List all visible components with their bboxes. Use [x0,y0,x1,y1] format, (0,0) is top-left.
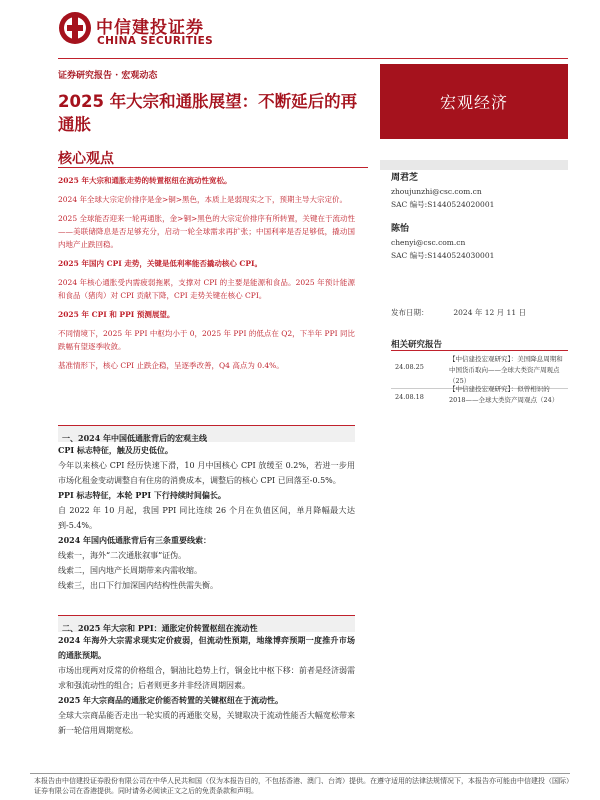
disclaimer-footer: 本报告由中信建投证券股份有限公司在中华人民共和国（仅为本报告目的，不包括香港、澳门、台湾）提供。在遵守适用的法律法规情况下，本报告亦可能由中信建投（国际）证券有限公司在香港提供。同时请务必阅读正文之后的免责条款和声明。 [34,777,573,795]
section-2-body [58,633,355,738]
section-paragraph: 2025 年大宗商品的通胀定价能否转置的关键枢纽在于流动性。 [58,695,284,705]
section-paragraph: 线索一，海外“二次通胀叙事”证伪。 [58,551,187,560]
section-paragraph: 线索三，出口下行加深国内结构性供需失衡。 [58,581,218,590]
related-research-divider [391,350,568,351]
brand-name-en: CHINA SECURITIES [97,35,214,47]
header-divider [58,58,568,59]
brand-name-cn: 中信建投证券 [96,18,204,38]
related-report-item[interactable] [391,354,568,387]
analyst-card [391,223,568,262]
related-report-date: 24.08.25 [395,363,424,371]
section-1-title: 一、2024 年中国低通胀背后的宏观主线 [62,433,208,443]
section-paragraph: 市场出现两对反常的价格组合，铜油比趋势上行，铜金比中枢下移：前者是经济弱需求和强流动性的组合；后者则更多并非经济周期因素。 [58,666,355,690]
core-paragraph: 基准情形下，核心 CPI 止跌企稳，呈逐季改善，Q4 高点为 0.4%。 [58,361,284,370]
analyst-sac-number: SAC 编号:S1440524030001 [391,251,495,260]
core-views-body [58,174,355,378]
related-report-title[interactable]: 【中信建投宏观研究】：美国降息周期和中国货币取向——全球大类资产周观点（25） [449,355,563,385]
company-logo [58,8,218,52]
section-paragraph: 自 2022 年 10 月起，我国 PPI 同比连续 26 个月在负值区间，单月降幅最大达到-5.4%。 [58,506,355,530]
core-views-heading: 核心观点 [58,151,114,167]
core-paragraph: 2025 年 CPI 和 PPI 预测展望。 [58,310,175,319]
section-1-header [58,425,355,442]
core-paragraph: 2024 年核心通胀受内需疲弱拖累，支撑对 CPI 的主要是能源和食品。2025 年预计能源和食品（猪肉）对 CPI 贡献下降，CPI 走势关键在核心 CPI。 [58,278,355,300]
related-report-date: 24.08.18 [395,393,424,401]
sidebar-shade-bar [380,160,568,170]
section-paragraph: 今年以来核心 CPI 经历快速下滑，10 月中国核心 CPI 放缓至 0.2%，若进一步用市场化租金变动调整自有住房的消费成本，调整后的核心 CPI 已回落至-0.5%。 [58,461,355,485]
related-report-item[interactable] [391,384,568,406]
report-title: 2025 年大宗和通胀展望：不断延后的再通胀 [58,92,358,134]
core-paragraph: 不同情境下，2025 年 PPI 中枢均小于 0，2025 年 PPI 的低点在 Q2，下半年 PPI 同比跌幅有望逐季收敛。 [58,329,355,351]
core-paragraph: 2025 年国内 CPI 走势，关键是低利率能否撬动核心 CPI。 [58,259,263,268]
section-2-title: 二、2025 年大宗和 PPI：通胀定价转置枢纽在流动性 [62,623,258,633]
sector-label: 宏观经济 [439,93,508,112]
related-research-heading: 相关研究报告 [391,340,443,350]
publish-date-label: 发布日期： [391,308,429,317]
section-paragraph: 2024 年国内低通胀背后有三条重要线索： [58,535,212,545]
analyst-card [391,172,568,211]
section-paragraph: PPI 标志特征，本轮 PPI 下行持续时间偏长。 [58,490,226,500]
section-paragraph: 2024 年海外大宗需求现实定价疲弱，但流动性预期，地缘博弈预期一度推升市场的通胀预期。 [58,635,355,660]
report-type-label: 证券研究报告 · 宏观动态 [58,71,158,81]
analyst-name: 周君芝 [391,173,419,183]
sector-banner [380,64,568,139]
section-1-body [58,443,355,593]
analyst-sac-number: SAC 编号:S1440524020001 [391,200,495,209]
section-2-header [58,615,355,632]
section-paragraph: 线索二，国内地产长周期带来内需收缩。 [58,566,202,575]
publish-date-value: 2024 年 12 月 11 日 [453,308,526,317]
core-paragraph: 2025 年大宗和通胀走势的转置枢纽在流动性宽松。 [58,176,232,185]
publish-date [391,307,568,318]
analyst-email[interactable]: chenyi@csc.com.cn [391,238,466,247]
section-paragraph: 全球大宗商品能否走出一轮实质的再通胀交易，关键取决于流动性能否大幅宽松带来新一轮信用周期宽松。 [58,711,355,735]
core-paragraph: 2025 全球能否迎来一轮再通胀，金>铜>黑色的大宗定价排序有所转置，关键在于流动性——美联储降息是否足够充分，启动一轮全球需求再扩张；中国利率是否足够低，撬动国内地产止跌回稳。 [58,214,355,249]
section-paragraph: CPI 标志特征，触及历史低位。 [58,445,173,455]
core-views-divider [58,167,368,168]
china-securities-logo-icon [58,11,92,45]
analyst-email[interactable]: zhoujunzhi@csc.com.cn [391,187,482,196]
footer-divider [30,773,570,774]
core-paragraph: 2024 年全球大宗定价排序是金>铜>黑色，本质上是弱现实之下，预期主导大宗定价。 [58,195,348,204]
analyst-name: 陈怡 [391,224,410,234]
related-report-title[interactable]: 【中信建投宏观研究】：似曾相识的 2018——全球大类资产周观点（24） [449,385,559,404]
